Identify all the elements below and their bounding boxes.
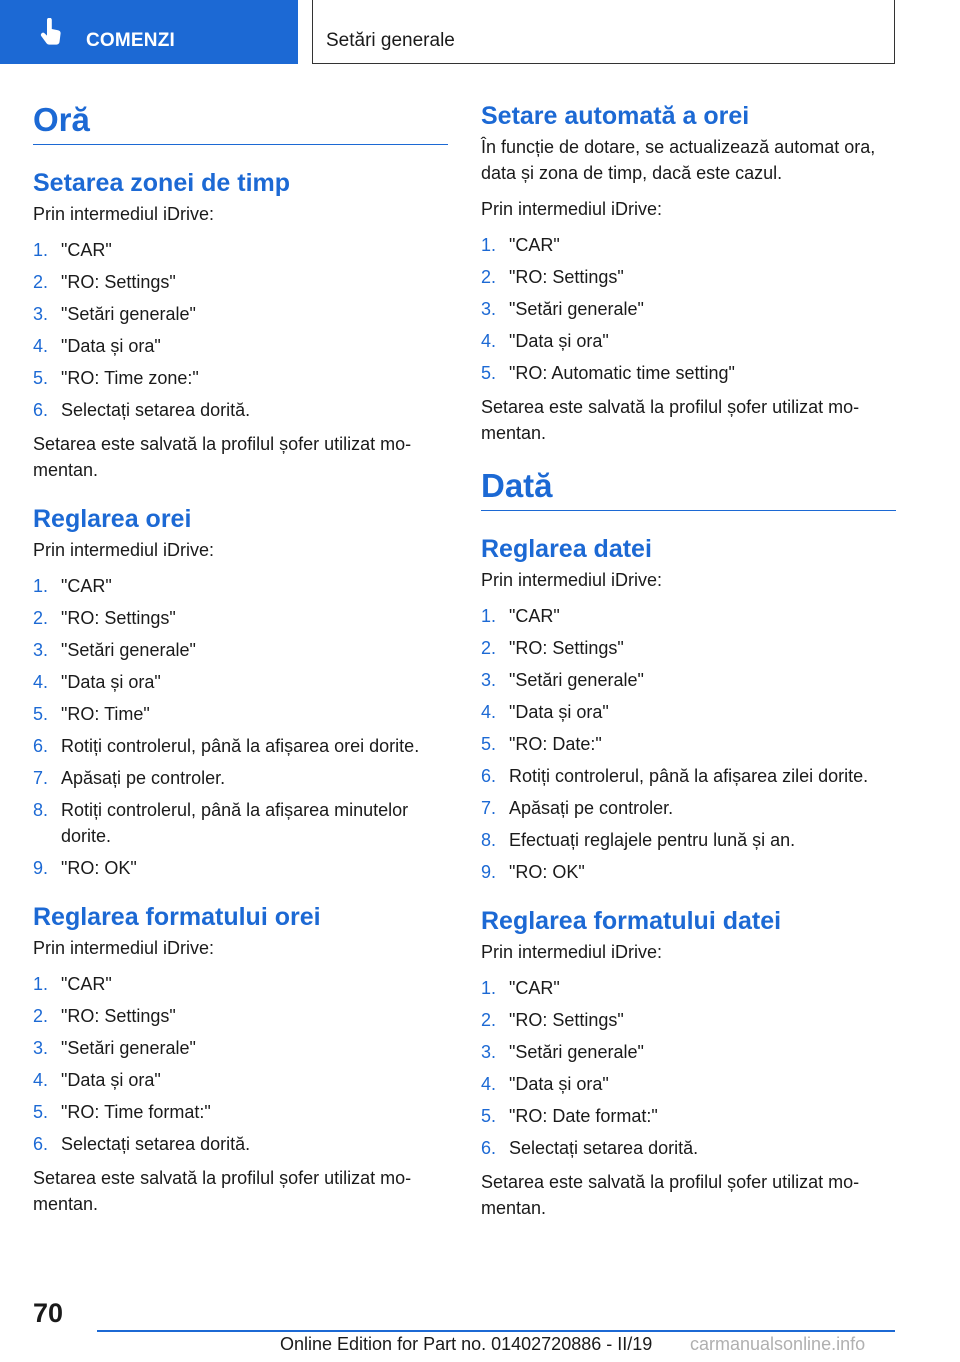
step-text: "Data și ora" [509, 702, 609, 722]
step-number: 5. [481, 734, 497, 754]
list-item [33, 397, 448, 423]
step-number: 3. [481, 1042, 497, 1062]
list-item [33, 333, 448, 359]
section-title: Setare automată a orei [481, 102, 750, 130]
list-item [481, 635, 896, 661]
list-item [481, 296, 896, 322]
intro-text: Prin intermediul iDrive: [481, 199, 663, 219]
step-text: "CAR" [509, 978, 560, 998]
step-text: "CAR" [509, 235, 560, 255]
section-title: Reglarea formatului datei [481, 907, 782, 935]
section-title: Reglarea orei [33, 505, 192, 533]
step-number: 1. [481, 606, 497, 626]
watermark-text: carmanualsonline.info [690, 1334, 866, 1354]
step-number: 1. [33, 576, 49, 596]
step-number: 3. [481, 670, 497, 690]
list-item [481, 264, 896, 290]
list-item [481, 859, 896, 885]
steps-list [481, 603, 896, 885]
list-item [33, 971, 448, 997]
section-title: Setări generale [326, 30, 455, 51]
list-item [33, 1067, 448, 1093]
step-text: "RO: Settings" [509, 1010, 624, 1030]
step-number: 7. [33, 768, 49, 788]
step-number: 1. [33, 974, 49, 994]
section-title: Setarea zonei de timp [33, 169, 291, 197]
step-number: 6. [33, 736, 49, 756]
list-item [33, 1035, 448, 1061]
step-number: 8. [33, 800, 49, 820]
footer-divider [97, 1330, 895, 1332]
section-set-date [481, 533, 896, 885]
step-text: "RO: Settings" [61, 608, 176, 628]
list-item [481, 232, 896, 258]
note-text: Setarea este salvată la profilul șofer utilizat mo-mentan. [481, 1172, 860, 1218]
step-number: 4. [33, 672, 49, 692]
step-number: 3. [33, 640, 49, 660]
step-text: "RO: Time zone:" [61, 368, 199, 388]
step-number: 5. [33, 1102, 49, 1122]
step-number: 1. [33, 240, 49, 260]
step-text: Apăsați pe controler. [61, 768, 226, 788]
step-number: 4. [33, 1070, 49, 1090]
step-number: 1. [481, 235, 497, 255]
step-text: Selectați setarea dorită. [61, 1134, 251, 1154]
steps-list [33, 237, 448, 423]
step-text: "Data și ora" [509, 1074, 609, 1094]
list-item [481, 975, 896, 1001]
list-item [481, 360, 896, 386]
note-text: Setarea este salvată la profilul șofer utilizat mo-mentan. [33, 434, 412, 480]
list-item [481, 827, 896, 853]
section-time-format [33, 901, 448, 1217]
step-text: "RO: Time format:" [61, 1102, 211, 1122]
list-item [33, 765, 448, 791]
step-text: "RO: Date format:" [509, 1106, 658, 1126]
step-text: "CAR" [509, 606, 560, 626]
step-number: 7. [481, 798, 497, 818]
list-item [33, 1003, 448, 1029]
step-text: "Setări generale" [509, 299, 644, 319]
list-item [33, 669, 448, 695]
step-text: Rotiți controlerul, până la afișarea orei dorite. [61, 736, 420, 756]
list-item [33, 237, 448, 263]
step-number: 2. [481, 638, 497, 658]
step-number: 9. [481, 862, 497, 882]
step-text: "CAR" [61, 974, 112, 994]
step-number: 2. [33, 272, 49, 292]
step-number: 3. [33, 1038, 49, 1058]
intro-text: Prin intermediul iDrive: [481, 570, 663, 590]
section-time-zone [33, 167, 448, 483]
step-number: 5. [33, 704, 49, 724]
step-text: "RO: Automatic time setting" [509, 363, 735, 383]
section-auto-time [481, 100, 896, 446]
section-date-format [481, 905, 896, 1221]
step-number: 2. [481, 267, 497, 287]
step-number: 6. [481, 1138, 497, 1158]
list-item [481, 667, 896, 693]
steps-list [33, 971, 448, 1157]
list-item [33, 365, 448, 391]
chapter-label: COMENZI [86, 30, 176, 51]
intro-text: Prin intermediul iDrive: [33, 938, 215, 958]
step-text: "Setări generale" [509, 670, 644, 690]
hand-pointer-icon [38, 18, 66, 48]
note-text: Setarea este salvată la profilul șofer utilizat mo-mentan. [33, 1168, 412, 1214]
section-set-time [33, 503, 448, 881]
step-text: "RO: Date:" [509, 734, 602, 754]
step-text: "Setări generale" [61, 304, 196, 324]
steps-list [33, 573, 448, 881]
step-number: 2. [33, 1006, 49, 1026]
intro-text: Prin intermediul iDrive: [33, 204, 215, 224]
step-text: Rotiți controlerul, până la afișarea zilei dorite. [509, 766, 869, 786]
step-number: 5. [33, 368, 49, 388]
step-text: "RO: Settings" [61, 1006, 176, 1026]
step-number: 4. [481, 702, 497, 722]
list-item [33, 269, 448, 295]
step-text: "Data și ora" [61, 336, 161, 356]
intro-text: Prin intermediul iDrive: [481, 942, 663, 962]
step-text: "Data și ora" [61, 1070, 161, 1090]
section-title: Reglarea datei [481, 535, 652, 563]
step-text: "RO: Settings" [509, 267, 624, 287]
note-text: Setarea este salvată la profilul șofer utilizat mo-mentan. [481, 397, 860, 443]
step-number: 5. [481, 363, 497, 383]
step-number: 6. [481, 766, 497, 786]
list-item [481, 1007, 896, 1033]
list-item [33, 797, 448, 849]
step-number: 8. [481, 830, 497, 850]
list-item [33, 301, 448, 327]
step-number: 4. [33, 336, 49, 356]
list-item [33, 605, 448, 631]
left-column [33, 100, 448, 1237]
step-text: "Setări generale" [509, 1042, 644, 1062]
step-text: Efectuați reglajele pentru lună și an. [509, 830, 796, 850]
step-text: "RO: Settings" [61, 272, 176, 292]
section-title: Reglarea formatului orei [33, 903, 321, 931]
list-item [481, 1103, 896, 1129]
list-item [481, 1039, 896, 1065]
list-item [33, 733, 448, 759]
step-text: "Setări generale" [61, 1038, 196, 1058]
list-item [481, 795, 896, 821]
step-text: "Data și ora" [61, 672, 161, 692]
list-item [33, 1099, 448, 1125]
intro-text: Prin intermediul iDrive: [33, 540, 215, 560]
step-number: 1. [481, 978, 497, 998]
step-text: Selectați setarea dorită. [509, 1138, 699, 1158]
step-number: 4. [481, 331, 497, 351]
step-text: "CAR" [61, 576, 112, 596]
step-text: "RO: OK" [61, 858, 137, 878]
heading-date: Dată [481, 466, 896, 511]
step-number: 6. [33, 400, 49, 420]
list-item [481, 731, 896, 757]
list-item [33, 637, 448, 663]
list-item [33, 855, 448, 881]
list-item [33, 573, 448, 599]
step-text: "CAR" [61, 240, 112, 260]
step-number: 3. [481, 299, 497, 319]
right-column [481, 100, 896, 1241]
list-item [481, 763, 896, 789]
page-number: 70 [33, 1298, 64, 1328]
steps-list [481, 975, 896, 1161]
edition-text: Online Edition for Part no. 01402720886 - II/19 [280, 1334, 653, 1354]
list-item [481, 603, 896, 629]
list-item [481, 1135, 896, 1161]
step-text: "Data și ora" [509, 331, 609, 351]
step-number: 2. [33, 608, 49, 628]
step-number: 2. [481, 1010, 497, 1030]
steps-list [481, 232, 896, 386]
step-number: 3. [33, 304, 49, 324]
step-text: "RO: Settings" [509, 638, 624, 658]
step-text: "Setări generale" [61, 640, 196, 660]
step-text: "RO: Time" [61, 704, 150, 724]
description-text: În funcție de dotare, se actualizează automat ora, data și zona de timp, dacă este cazul. [481, 137, 876, 183]
list-item [33, 1131, 448, 1157]
step-number: 5. [481, 1106, 497, 1126]
step-text: Selectați setarea dorită. [61, 400, 251, 420]
step-text: Rotiți controlerul, până la afișarea minutelor dorite. [61, 800, 409, 846]
step-text: "RO: OK" [509, 862, 585, 882]
step-number: 9. [33, 858, 49, 878]
list-item [33, 701, 448, 727]
step-text: Apăsați pe controler. [509, 798, 674, 818]
list-item [481, 328, 896, 354]
step-number: 4. [481, 1074, 497, 1094]
list-item [481, 1071, 896, 1097]
list-item [481, 699, 896, 725]
step-number: 6. [33, 1134, 49, 1154]
heading-time: Oră [33, 100, 448, 145]
